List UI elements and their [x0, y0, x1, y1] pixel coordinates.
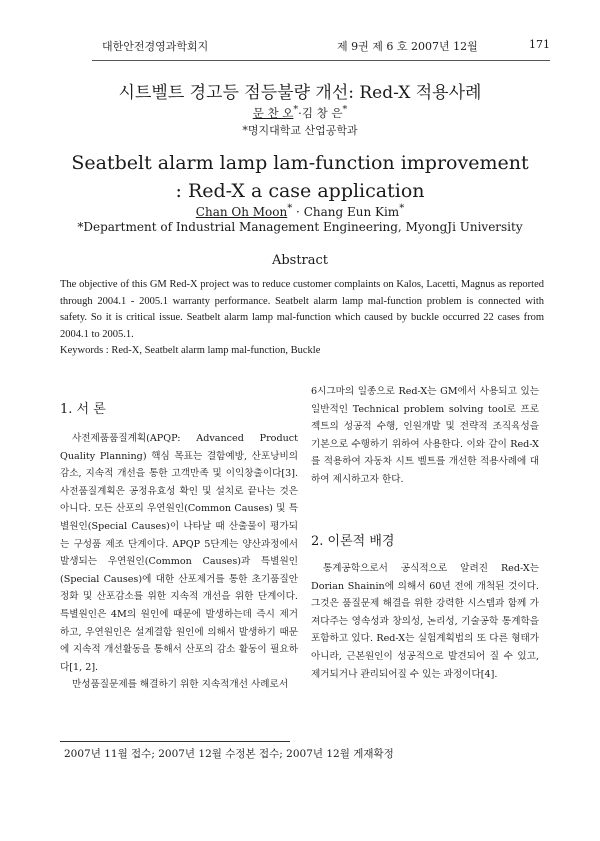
title-english-line2: : Red-X a case application — [175, 180, 425, 202]
author-en-separator: · — [292, 205, 304, 219]
journal-name: 대한안전경영과학회지 — [102, 40, 209, 53]
volume-info: 제 9권 제 6 호 2007년 12월 — [337, 40, 478, 53]
section-2-paragraph-1: 통계공학으로서 공식적으로 알려진 Red-X는 Dorian Shainin에 의해서 60년 전에 개척된 것이다. 그것은 품질문제 해결을 위한 강력한 시스템과 함께 가져다주는 영속성과 창의성, 논리성, 기술공학 통계학을 포함하고 있다. Red-X는 실험계획법의 또 다른 형태가 아니라, 근본원인이 성공적으로 발견되어 질 수 있고, 제거되거나 관리되어질 수 있는 과정이다[4]. — [311, 563, 539, 680]
right-column-bottom — [311, 560, 539, 683]
author-1: 문 찬 오 — [252, 105, 294, 120]
footnote: 2007년 11월 접수; 2007년 12월 수정본 접수; 2007년 12월 게재확정 — [64, 748, 394, 760]
title-korean: 시트벨트 경고등 점등불량 개선: Red-X 적용사례 — [118, 83, 482, 103]
affiliation-english: *Department of Industrial Management Engineering, MyongJi University — [77, 220, 523, 234]
author-1-mark: * — [293, 104, 299, 115]
authors-korean — [0, 104, 600, 121]
header-divider — [92, 60, 550, 61]
keywords: Keywords : Red-X, Seatbelt alarm lamp mal-function, Buckle — [60, 345, 321, 356]
right-column-paragraph: 6시그마의 일종으로 Red-X는 GM에서 사용되고 있는 일반적인 Technical problem solving tool로 프로젝트의 성공적 수행, 인원개발 및 전략적 조직육성을 기본으로 수행하기 위하여 사용한다. 이와 같이 Red-X를 적용하여 자동차 시트 벨트를 개선한 적용사례에 대하여 제시하고자 한다. — [311, 386, 539, 485]
section-1-paragraph-1: 사전제품품질계획(APQP: Advanced Product Quality Planning) 핵심 목표는 결함예방, 산포낭비의 감소, 지속적 개선을 통한 고객만족 및 이익창출이다[3]. 사전품질계획은 공정유효성 확인 및 설치로 끝나는 것은 아니다. 모든 산포의 우연원인(Common Causes) 및 특별원인(Special Causes)이 나타날 때 산출물이 평가되는 구성품 제조 단계이다. APQP 5단계는 양산과정에서 발생되는 우연원인(Common Causes)과 특별원인(Special Causes)에 대한 산포제거를 통한 초기품질안정화 및 산포감소를 위한 지속적 개선을 위한 단계이다. 특별원인은 4M의 원인에 때문에 발생하는데 즉시 제거하고, 우연원인은 설계결함 원인에 의해서 발생하기 때문에 지속적 개선활동을 통해서 산포의 감소 활동이 필요하다[1, 2]. — [60, 433, 298, 673]
author-2-en: Chang Eun Kim — [303, 205, 400, 219]
author-2: 김 창 은 — [301, 105, 343, 120]
section-1-paragraph-2: 만성품질문제를 해결하기 위한 지속적개선 사례로서 — [72, 679, 289, 691]
abstract-text: The objective of this GM Red-X project was to reduce customer complaints on Kalos, Lacetti, Magnus as reported through 2004.1 - 2005.1 warranty performance. Seatbelt alarm lamp mal-function problem is connected with safety. So it is critical issue. Seatbelt alarm lamp mal-function which caused by buckle occurred 22 cases from 2004.1 to 2005.1. — [60, 279, 544, 340]
left-column — [60, 430, 298, 694]
affiliation-korean: *명지대학교 산업공학과 — [242, 124, 358, 137]
running-header — [92, 36, 550, 56]
author-separator: · — [298, 105, 302, 120]
right-column-top — [311, 383, 539, 489]
abstract-heading: Abstract — [271, 253, 329, 268]
page-number: 171 — [529, 38, 550, 51]
footnote-divider — [60, 741, 290, 742]
title-english-line1: Seatbelt alarm lamp lam-function improvement — [71, 152, 529, 174]
authors-english — [0, 203, 600, 219]
section-1-title: 1. 서 론 — [60, 402, 106, 417]
section-2-title: 2. 이론적 배경 — [311, 534, 395, 549]
author-1-en-mark: * — [287, 203, 293, 214]
author-2-en-mark: * — [399, 203, 405, 214]
author-2-mark: * — [342, 104, 348, 115]
author-1-en: Chan Oh Moon — [195, 205, 288, 219]
